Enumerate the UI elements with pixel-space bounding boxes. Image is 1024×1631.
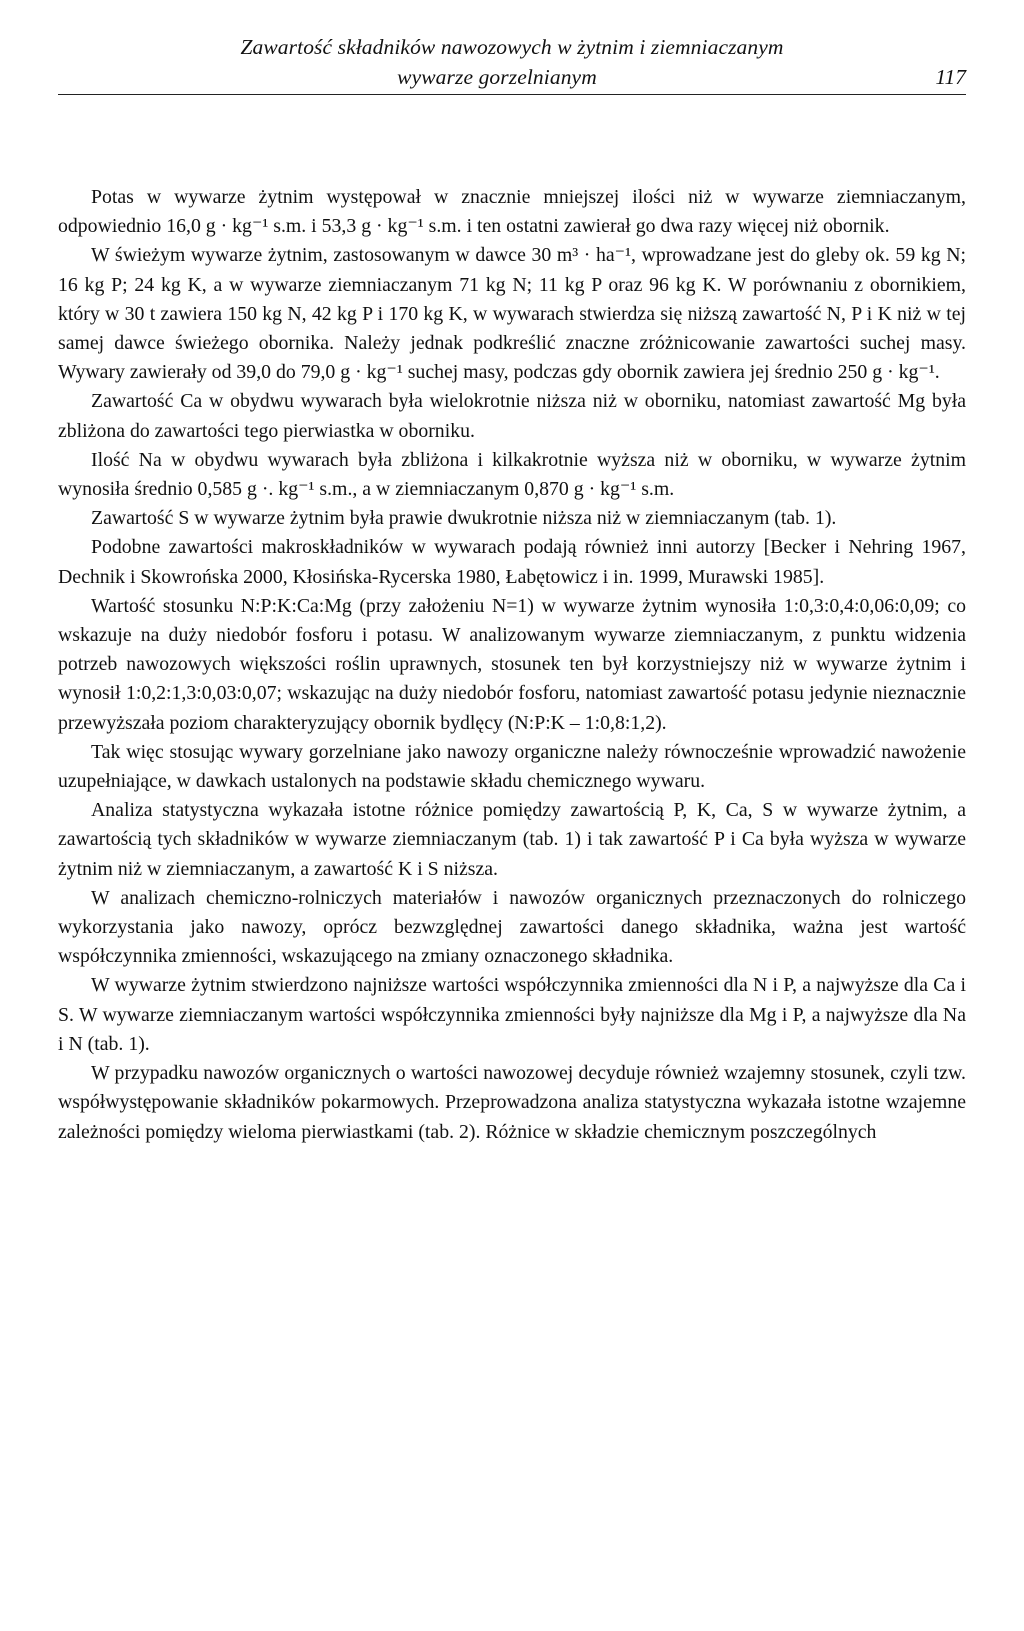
paragraph-fresh-stillage-dose: W świeżym wywarze żytnim, zastosowanym w dawce 30 m³ · ha⁻¹, wprowadzane jest do gleby ok. 59 kg N; 16 kg P; 24 kg K, a w wywarze ziemniaczanym 71 kg N; 11 kg P oraz 96 kg K. W porównaniu z obornikiem, który w 30 t zawiera 150 kg N, 42 kg P i 170 kg K, w wywarach stwierdza się niższą zawartość N, P i K niż w tej samej dawce świeżego obornika. Należy jednak podkreślić znaczne zróżnicowanie zawartości suchej masy. Wywary zawierały od 39,0 do 79,0 g · kg⁻¹ suchej masy, podczas gdy obornik zawiera jej średnio 250 g · kg⁻¹. bbox=[58, 244, 966, 384]
running-header bbox=[58, 28, 966, 95]
paragraph-sodium: Ilość Na w obydwu wywarach była zbliżona i kilkakrotnie wyższa niż w oborniku, w wywarze żytnim wynosiła średnio 0,585 g ·. kg⁻¹ s.m., a w ziemniaczanym 0,870 g · kg⁻¹ s.m. bbox=[58, 448, 966, 501]
header-title-line-2: wywarze gorzelnianym bbox=[397, 65, 597, 89]
paragraph-nutrient-correlations: W przypadku nawozów organicznych o wartości nawozowej decyduje również wzajemny stosunek, czyli tzw. współwystępowanie składników pokarmowych. Przeprowadzona analiza statystyczna wykazała istotne wzajemne zależności pomiędzy wieloma pierwiastkami (tab. 2). Różnice w składzie chemicznym poszczególnych bbox=[58, 1062, 966, 1143]
paragraph-coefficient-of-variation: W analizach chemiczno-rolniczych materiałów i nawozów organicznych przeznaczonych do rolniczego wykorzystania jako nawozy, oprócz bezwzględnej zawartości danego składnika, ważna jest wartość współczynnika zmienności, wskazującego na zmiany oznaczonego składnika. bbox=[58, 886, 966, 968]
header-title-line-1: Zawartość składników nawozowych w żytnim i ziemniaczanym bbox=[240, 35, 784, 59]
paragraph-statistical-analysis: Analiza statystyczna wykazała istotne różnice pomiędzy zawartością P, K, Ca, S w wywarze żytnim, a zawartością tych składników w wywarze ziemniaczanym (tab. 1) i tak zawartość P i Ca była wyższa w wywarze żytnim niż w ziemniaczanym, a zawartość K i S niższa. bbox=[58, 799, 966, 880]
page-number: 117 bbox=[935, 65, 966, 89]
paragraph-potassium: Potas w wywarze żytnim występował w znacznie mniejszej ilości niż w wywarze ziemniaczanym, odpowiednio 16,0 g · kg⁻¹ s.m. i 53,3 g · kg⁻¹ s.m. i ten ostatni zawierał go dwa razy więcej niż obornik. bbox=[58, 186, 966, 238]
document-page bbox=[58, 28, 966, 1143]
paragraph-supplementary-fertilization: Tak więc stosując wywary gorzelniane jako nawozy organiczne należy równocześnie wprowadzić nawożenie uzupełniające, w dawkach ustalonych na podstawie składu chemicznego wywaru. bbox=[58, 740, 966, 793]
paragraph-calcium-magnesium: Zawartość Ca w obydwu wywarach była wielokrotnie niższa niż w oborniku, natomiast zawartość Mg była zbliżona do zawartości tego pierwiastka w oborniku. bbox=[58, 390, 966, 442]
body-text bbox=[58, 183, 966, 1147]
header-title bbox=[58, 32, 966, 92]
paragraph-other-authors: Podobne zawartości makroskładników w wywarach podają również inni autorzy [Becker i Nehring 1967, Dechnik i Skowrońska 2000, Kłosińska-Rycerska 1980, Łabętowicz i in. 1999, Murawski 1985]. bbox=[58, 536, 966, 588]
paragraph-sulfur: Zawartość S w wywarze żytnim była prawie dwukrotnie niższa niż w ziemniaczanym (tab. 1). bbox=[91, 507, 837, 530]
paragraph-variation-results: W wywarze żytnim stwierdzono najniższe wartości współczynnika zmienności dla N i P, a najwyższe dla Ca i S. W wywarze ziemniaczanym wartości współczynnika zmienności były najniższe dla Mg i P, a najwyższe dla Na i N (tab. 1). bbox=[58, 974, 966, 1055]
paragraph-nutrient-ratio: Wartość stosunku N:P:K:Ca:Mg (przy założeniu N=1) w wywarze żytnim wynosiła 1:0,3:0,4:0,06:0,09; co wskazuje na duży niedobór fosforu i potasu. W analizowanym wywarze ziemniaczanym, z punktu widzenia potrzeb nawozowych większości roślin uprawnych, stosunek ten był korzystniejszy niż w wywarze żytnim i wynosił 1:0,2:1,3:0,03:0,07; wskazując na duży niedobór fosforu, natomiast zawartość potasu jedynie nieznacznie przewyższała poziom charakteryzujący obornik bydlęcy (N:P:K – 1:0,8:1,2). bbox=[58, 594, 966, 734]
